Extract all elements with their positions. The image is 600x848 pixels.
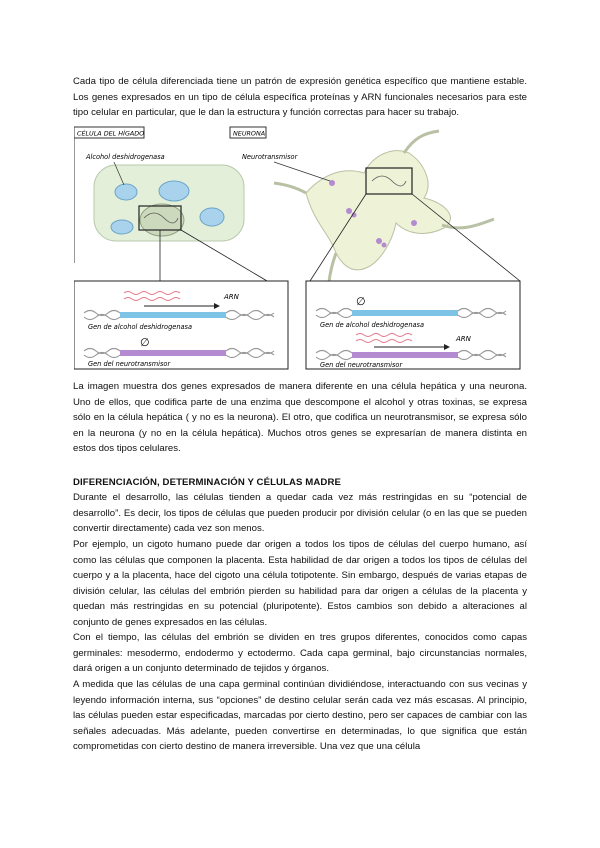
paragraph-2: Por ejemplo, un cigoto humano puede dar origen a todos los tipos de células del cuerpo humano, así como las células que componen la placenta. Esta habilidad de dar origen a todos los tipos de células del cuerpo y a la placenta, hace del cigoto una célula totipotente. Sin embargo, después de varias etapas de división celular, las células del embrión pierden su habilidad para dar origen a células de la placenta y quedan más restringidas en su potencial (pluripotente). Estos cambios son debido a alteraciones al conjunto de genes expresados en las células. bbox=[73, 539, 527, 628]
gene-neuro-label-right: Gen del neurotransmisor bbox=[320, 361, 403, 369]
neuron-panel-title: NEURONA bbox=[233, 129, 266, 138]
section-heading: DIFERENCIACIÓN, DETERMINACIÓN Y CÉLULAS MADRE bbox=[73, 477, 341, 488]
paragraph-4: A medida que las células de una capa germinal continúan dividiéndose, interactuando con sus vecinas y leyendo información interna, sus “opciones” de destino celular serán cada vez más escasas. Al principio, las células pueden estar especificadas, marcadas por cierto destino, pero ser capaces de cambiar con las señales adecuadas. Más adelante, pueden convertirse en determinadas, lo que significa que están comprometidas con cierto destino de manera irreversible. Una vez que una célula bbox=[73, 679, 527, 753]
arn-label-right: ARN bbox=[456, 335, 471, 343]
liver-panel-title: CÉLULA DEL HÍGADO bbox=[77, 129, 145, 138]
figure-caption-paragraph: La imagen muestra dos genes expresados de manera diferente en una célula hepática y una neurona. Uno de ellos, que codifica parte de una enzima que descompone el alcohol y otras toxinas, se expresa sólo en la célula hepática ( y no es la neurona). El otro, que codifica un neurotransmisor, se expresa sólo en la neurona (y no en la célula hepática). Muchos otros genes se expresarían de manera distinta en estos dos tipos celulares. bbox=[73, 381, 527, 455]
alcohol-dehydrogenase-label: Alcohol deshidrogenasa bbox=[86, 153, 165, 161]
intro-paragraph: Cada tipo de célula diferenciada tiene un patrón de expresión genética específico que mantiene estable. Los genes expresados en un tipo de célula específica proteínas y ARN funcionales necesarios para este tipo celular en particular, que le dan la estructura y función correctas para hacer su trabajo. bbox=[73, 76, 527, 119]
gene-alcohol-label-right: Gen de alcohol deshidrogenasa bbox=[320, 321, 425, 329]
gene-expression-figure bbox=[74, 123, 522, 371]
neurotransmitter-label: Neurotransmisor bbox=[242, 153, 298, 161]
paragraph-1: Durante el desarrollo, las células tienden a quedar cada vez más restringidas en su “potencial de desarrollo”. Es decir, los tipos de células que pueden producir por división celular (o en las que se pueden convertir directamente) cada vez son menos. bbox=[73, 492, 527, 535]
gene-alcohol-label-left: Gen de alcohol deshidrogenasa bbox=[88, 323, 193, 331]
gene-neuro-label-left: Gen del neurotransmisor bbox=[88, 360, 171, 368]
liver-panel bbox=[74, 127, 288, 369]
no-expression-symbol-right: ∅ bbox=[356, 296, 366, 308]
no-expression-symbol-left: ∅ bbox=[140, 337, 150, 349]
paragraph-3: Con el tiempo, las células del embrión se dividen en tres grupos diferentes, conocidos como capas germinales: mesodermo, endodermo y ectodermo. Cada capa germinal, bajo circunstancias normales, dará origen a un conjunto determinado de tejidos y órganos. bbox=[73, 632, 527, 675]
arn-label-left: ARN bbox=[224, 293, 239, 301]
